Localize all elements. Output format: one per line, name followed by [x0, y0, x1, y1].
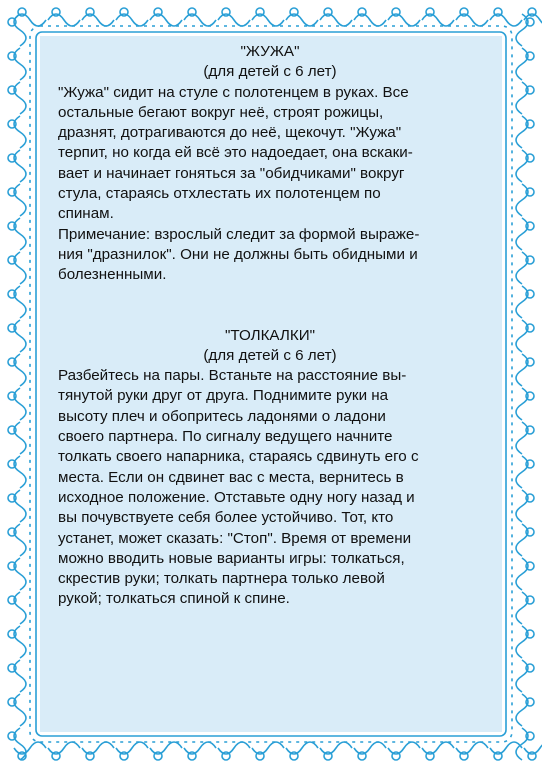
text-line: спинам.: [58, 205, 114, 223]
ornament-swirl: [14, 728, 26, 760]
ornament-swirl: [516, 422, 528, 454]
ornament-swirl: [116, 14, 148, 26]
ornament-swirl: [14, 150, 26, 182]
ornament-swirl: [14, 694, 26, 726]
ornament-swirl: [150, 14, 182, 26]
ornament-swirl: [456, 742, 488, 754]
ornament-swirl: [14, 354, 26, 386]
ornament-swirl: [14, 456, 26, 488]
ornament-swirl: [516, 558, 528, 590]
age-note-zhuzha: (для детей с 6 лет): [203, 63, 337, 81]
ornament-swirl: [218, 742, 250, 754]
ornament-swirl: [286, 14, 318, 26]
text-line: высоту плеч и обопритесь ладонями о ладони: [58, 407, 386, 425]
ornament-swirl: [516, 354, 528, 386]
ornament-swirl: [320, 742, 352, 754]
ornament-swirl: [14, 116, 26, 148]
description-tolkalki: [58, 366, 482, 610]
ornament-swirl: [516, 388, 528, 420]
text-line: можно вводить новые варианты игры: толкаться,: [58, 549, 405, 567]
ornament-swirl: [14, 320, 26, 352]
ornament-swirl: [14, 626, 26, 658]
ornament-swirl: [516, 524, 528, 556]
ornament-swirl: [14, 592, 26, 624]
note-zhuzha: [58, 225, 482, 286]
text-line: ния "дразнилок". Они не должны быть обидными и: [58, 245, 418, 263]
description-zhuzha: [58, 83, 482, 225]
ornament-swirl: [516, 490, 528, 522]
ornament-swirl: [48, 14, 80, 26]
ornament-swirl: [516, 14, 528, 46]
ornament-swirl: [516, 150, 528, 182]
text-line: устанет, может сказать: "Стоп". Время от времени: [58, 529, 412, 547]
game-title-zhuzha: "ЖУЖА": [240, 43, 300, 60]
age-note-tolkalki: (для детей с 6 лет): [203, 346, 337, 364]
ornament-swirl: [516, 218, 528, 250]
ornament-swirl: [388, 14, 420, 26]
text-line: своего партнера. По сигналу ведущего начните: [58, 428, 393, 446]
ornament-swirl: [252, 742, 284, 754]
ornament-swirl: [516, 660, 528, 692]
ornament-swirl: [252, 14, 284, 26]
text-line: болезненными.: [58, 266, 167, 284]
ornament-swirl: [516, 48, 528, 80]
text-line: тянутой руки друг от друга. Поднимите руки на: [58, 387, 389, 405]
ornament-swirl: [82, 742, 114, 754]
ornament-swirl: [516, 116, 528, 148]
ornament-swirl: [184, 14, 216, 26]
ornament-swirl: [14, 286, 26, 318]
ornament-swirl: [354, 742, 386, 754]
text-line: вы почувствуете себя более устойчиво. Тот, кто: [58, 509, 394, 527]
ornament-swirl: [422, 742, 454, 754]
ornament-swirl: [516, 694, 528, 726]
text-line: исходное положение. Отставьте одну ногу назад и: [58, 488, 415, 506]
text-line: Разбейтесь на пары. Встаньте на расстояние вы-: [58, 367, 407, 385]
text-line: остальные бегают вокруг неё, строят рожицы,: [58, 103, 384, 121]
ornament-swirl: [516, 456, 528, 488]
ornament-swirl: [14, 218, 26, 250]
ornament-swirl: [456, 14, 488, 26]
text-line: терпит, но когда ей всё это надоедает, она вскаки-: [58, 144, 413, 162]
ornament-swirl: [516, 286, 528, 318]
text-line: рукой; толкаться спиной к спине.: [58, 590, 290, 608]
text-line: Примечание: взрослый следит за формой выраже-: [58, 225, 420, 243]
ornament-swirl: [516, 592, 528, 624]
ornament-swirl: [354, 14, 386, 26]
ornament-swirl: [14, 252, 26, 284]
ornament-swirl: [286, 742, 318, 754]
ornament-swirl: [320, 14, 352, 26]
ornament-swirl: [14, 14, 26, 46]
game-title-tolkalki: "ТОЛКАЛКИ": [224, 326, 316, 344]
ornament-swirl: [14, 524, 26, 556]
ornament-swirl: [14, 660, 26, 692]
ornament-swirl: [516, 184, 528, 216]
ornament-swirl: [218, 14, 250, 26]
ornament-swirl: [14, 82, 26, 114]
text-line: вает и начинает гоняться за "обидчиками" вокруг: [58, 164, 405, 182]
ornament-swirl: [48, 742, 80, 754]
ornament-swirl: [14, 490, 26, 522]
ornament-swirl: [116, 742, 148, 754]
ornament-swirl: [14, 48, 26, 80]
text-line: места. Если он сдвинет вас с места, вернитесь в: [58, 468, 404, 486]
ornament-swirl: [14, 422, 26, 454]
ornament-swirl: [82, 14, 114, 26]
text-line: "Жужа" сидит на стуле с полотенцем в руках. Все: [58, 83, 409, 101]
text-line: скрестив руки; толкать партнера только левой: [58, 570, 385, 588]
ornament-swirl: [422, 14, 454, 26]
text-line: стула, стараясь отхлестать их полотенцем по: [58, 185, 381, 203]
ornament-swirl: [516, 82, 528, 114]
ornament-swirl: [14, 184, 26, 216]
ornament-swirl: [14, 388, 26, 420]
ornament-swirl: [184, 742, 216, 754]
ornament-swirl: [490, 14, 522, 26]
ornament-swirl: [516, 320, 528, 352]
text-line: дразнят, дотрагиваются до неё, щекочут. "Жужа": [58, 124, 402, 142]
section-gap: [58, 286, 482, 306]
text-line: толкать своего напарника, стараясь сдвинуть его с: [58, 448, 419, 466]
ornament-swirl: [388, 742, 420, 754]
section-gap: [58, 306, 482, 326]
ornament-swirl: [516, 252, 528, 284]
ornament-swirl: [516, 626, 528, 658]
ornament-swirl: [14, 558, 26, 590]
ornament-swirl: [150, 742, 182, 754]
document-content: [58, 42, 482, 610]
